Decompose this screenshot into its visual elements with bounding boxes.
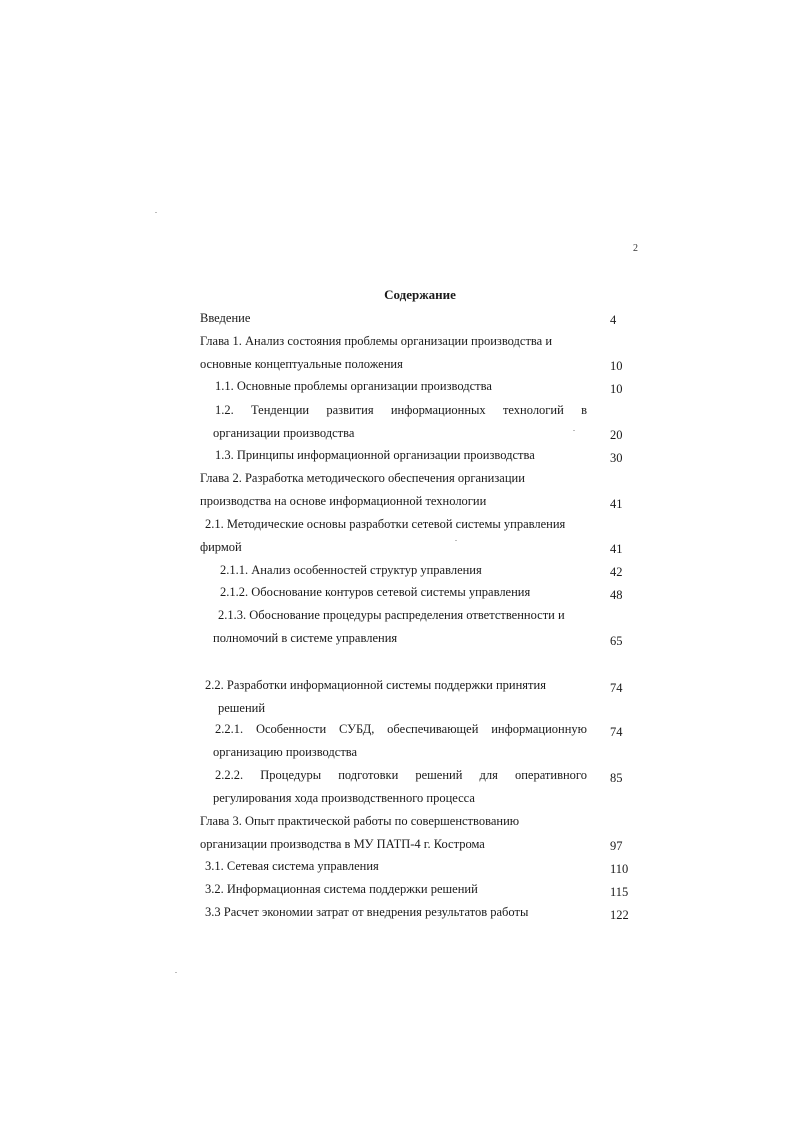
toc-entry-text: 3.2. Информационная система поддержки решений [205, 882, 478, 896]
toc-entry-text: 2.1.2. Обоснование контуров сетевой системы управления [220, 585, 531, 599]
toc-entry-page: 122 [610, 908, 629, 922]
toc-entry-text: Глава 3. Опыт практической работы по совершенствованию [200, 814, 520, 828]
toc-entry-text: 2.1. Методические основы разработки сетевой системы управления [205, 517, 566, 531]
toc-entry-page: 10 [610, 382, 623, 396]
toc-entry-page: 41 [610, 542, 623, 556]
toc-title: Содержание [384, 287, 456, 302]
toc-entry-page: 20 [610, 428, 623, 442]
toc-entry-page: 115 [610, 885, 629, 899]
toc-entry-text: организации производства в МУ ПАТП-4 г. Кострома [200, 837, 485, 851]
scan-speck [155, 212, 157, 213]
toc-entry-page: 97 [610, 839, 623, 853]
toc-entry-text: Введение [200, 311, 251, 325]
toc-entry-page: 74 [610, 725, 623, 739]
toc-entry-page: 74 [610, 681, 623, 695]
toc-entry-text: 1.2. Тенденции развития информационных технологий в [215, 403, 587, 417]
toc-entry-text: 3.3 Расчет экономии затрат от внедрения результатов работы [205, 905, 529, 919]
toc-entry-text: 1.3. Принципы информационной организации производства [215, 448, 535, 462]
toc-entry-text: 2.1.1. Анализ особенностей структур управления [220, 563, 482, 577]
toc-entry-text: организации производства [213, 426, 355, 440]
toc-entry-text: 2.2. Разработки информационной системы поддержки принятия [205, 678, 546, 692]
toc-entry-text: 2.2.2. Процедуры подготовки решений для оперативного [215, 768, 587, 782]
toc-entry-text: Глава 1. Анализ состояния проблемы организации производства и [200, 334, 553, 348]
toc-entry-text: 3.1. Сетевая система управления [205, 859, 379, 873]
toc-entry-page: 42 [610, 565, 623, 579]
toc-entry-text: организацию производства [213, 745, 358, 759]
scan-speck [455, 540, 457, 541]
toc-entry-text: регулирования хода производственного процесса [213, 791, 475, 805]
toc-entry-page: 65 [610, 634, 623, 648]
toc-entry-text: Глава 2. Разработка методического обеспечения организации [200, 471, 525, 485]
scan-speck [175, 972, 177, 973]
toc-entry-text: фирмой [200, 540, 242, 554]
page-number: 2 [633, 243, 638, 254]
toc-entry-page: 10 [610, 359, 623, 373]
toc-entry-text: производства на основе информационной технологии [200, 494, 487, 508]
toc-entry-page: 48 [610, 588, 623, 602]
toc-entry-text: 2.1.3. Обоснование процедуры распределения ответственности и [218, 608, 565, 622]
toc-entry-page: 30 [610, 451, 623, 465]
toc-entry-text: основные концептуальные положения [200, 357, 403, 371]
toc-entry-text: 1.1. Основные проблемы организации производства [215, 379, 492, 393]
toc-entry-page: 4 [610, 313, 617, 327]
toc-entry-page: 85 [610, 771, 623, 785]
toc-entry-text: решений [218, 701, 266, 715]
scan-speck [573, 430, 575, 431]
toc-entry-page: 110 [610, 862, 629, 876]
toc-entry-text: 2.2.1. Особенности СУБД, обеспечивающей информационную [215, 722, 587, 736]
toc-entry-text: полномочий в системе управления [213, 631, 398, 645]
toc-entry-page: 41 [610, 497, 623, 511]
